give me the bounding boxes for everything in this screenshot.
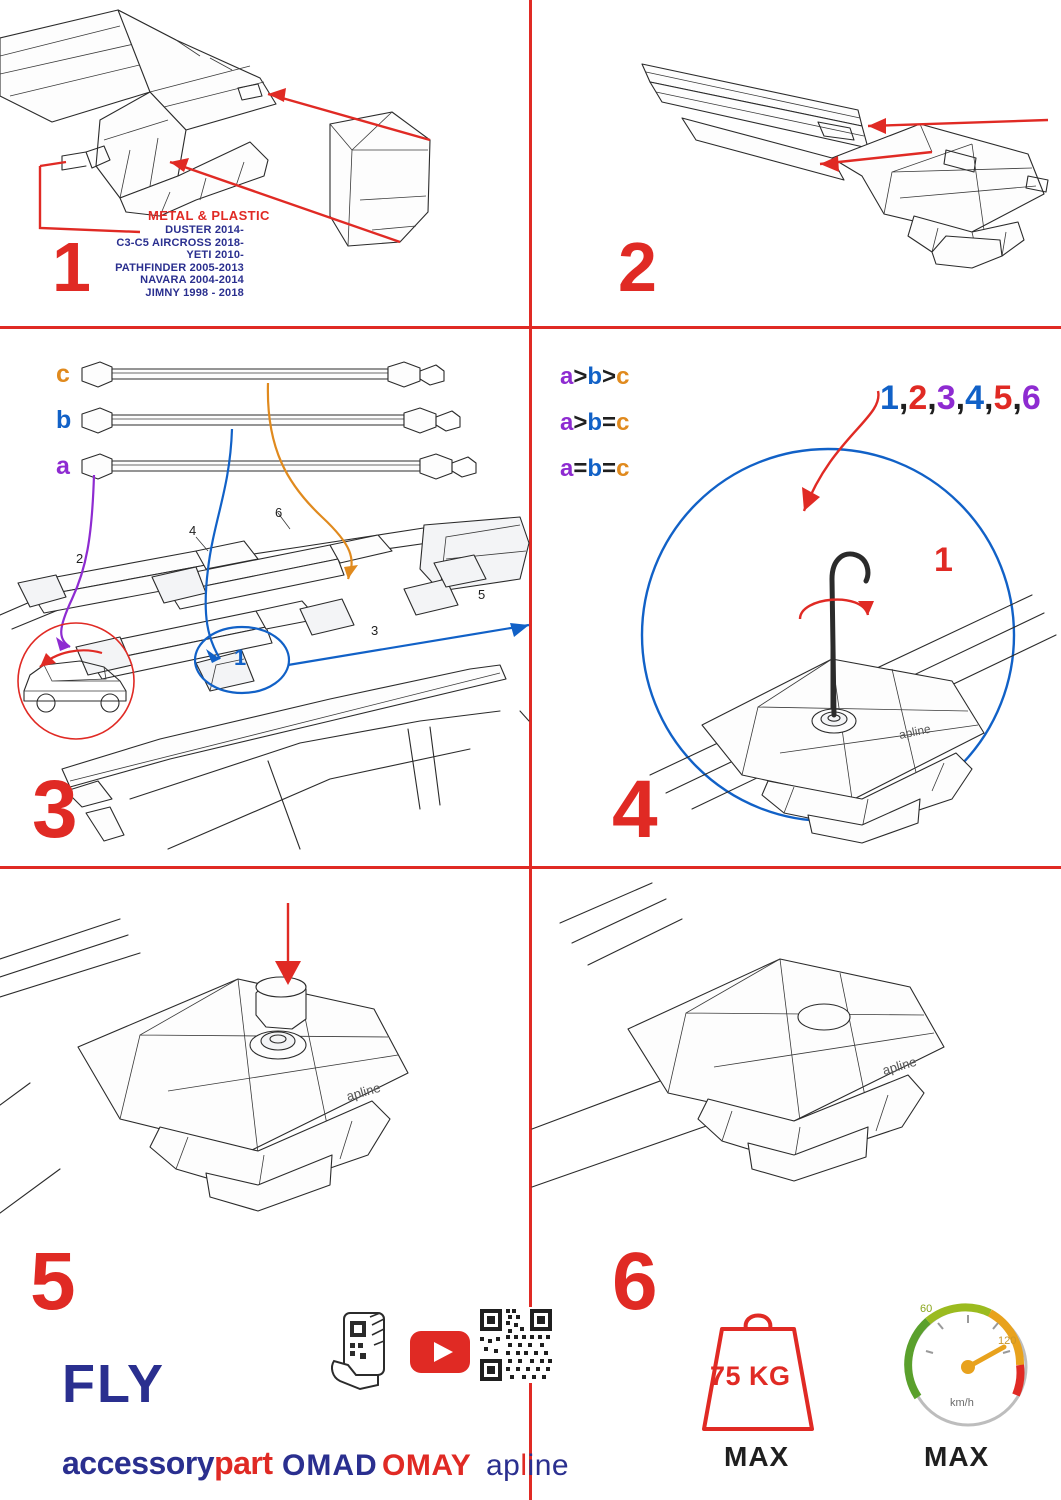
vehicle-list-item-4: NAVARA 2004-2014 (140, 274, 244, 286)
panel-step-5 (0, 869, 570, 1500)
equation-0-op2: > (602, 363, 617, 390)
step5-illustration (0, 869, 529, 1289)
step2-illustration (532, 0, 1061, 326)
vehicle-list-item-2: YETI 2010- (186, 249, 244, 261)
panel-step-6 (532, 869, 1061, 1500)
equation-0-a: a (560, 363, 574, 390)
step-number-6: 6 (612, 1236, 656, 1327)
step-number-4: 4 (612, 764, 656, 855)
sequence-item-5: 5 (993, 379, 1013, 417)
callout-4: 4 (189, 523, 197, 538)
vehicle-list-item-0: DUSTER 2014- (165, 224, 244, 236)
weight-value: 75 KG (710, 1361, 791, 1391)
sequence-item-1: 1 (880, 379, 899, 417)
speed-max-label: MAX (924, 1441, 990, 1472)
step6-illustration (532, 869, 1061, 1269)
brand-omad: OMAD (282, 1449, 378, 1482)
vehicle-list (0, 224, 244, 299)
equation-0-c: c (616, 363, 630, 390)
step3-illustration (0, 329, 529, 866)
sequence-item-4: 4 (965, 379, 985, 417)
callout-2: 2 (76, 551, 84, 566)
bar-label-c: c (56, 360, 70, 388)
gauge-tick-120: 120 (998, 1335, 1017, 1347)
step-number-3: 3 (32, 764, 76, 855)
equation-1-a: a (560, 409, 574, 436)
equation-2-c: c (616, 455, 630, 482)
equation-1-op2: = (602, 409, 617, 436)
brand-apline-l: l (520, 1449, 528, 1482)
gauge-unit: km/h (950, 1397, 974, 1409)
sequence-item-6: 6 (1021, 379, 1041, 417)
panel-step-1 (0, 0, 529, 326)
equation-2-op1: = (573, 455, 588, 482)
equation-1-op1: > (573, 409, 588, 436)
callout-5: 5 (478, 587, 486, 602)
sequence-item-2: 2 (908, 379, 928, 417)
vehicle-list-item-1: C3-C5 AIRCROSS 2018- (116, 236, 244, 249)
vehicle-list-item-5: JIMNY 1998 - 2018 (145, 286, 244, 299)
detail-callout-1: 1 (934, 541, 953, 579)
speed-gauge-icon (894, 1295, 1042, 1435)
callout-3: 3 (371, 623, 379, 638)
equation-2-op2: = (602, 455, 617, 482)
brand-accessorypart (62, 1445, 273, 1482)
weight-max-label: MAX (724, 1441, 790, 1472)
brand-fly: FLY (62, 1354, 166, 1414)
brand-apline-ine: ine (527, 1449, 570, 1482)
equation-1-c: c (616, 409, 630, 436)
brand-apline-ap: ap (486, 1449, 521, 1482)
gauge-tick-60: 60 (920, 1303, 933, 1315)
bar-label-b: b (56, 406, 72, 434)
svg-text:apline: apline (897, 721, 932, 742)
vehicle-list-item-3: PATHFINDER 2005-2013 (115, 261, 244, 274)
svg-text:apline: apline (880, 1053, 919, 1078)
brand-omay: OMAY (382, 1449, 472, 1482)
equation-1-b: b (587, 409, 603, 436)
step-number-2: 2 (618, 228, 655, 306)
panel-step-2 (532, 0, 1061, 326)
equation-0-op1: > (573, 363, 588, 390)
svg-text:apline: apline (344, 1079, 383, 1104)
metal-plastic-label: METAL & PLASTIC (148, 208, 270, 223)
panel-step-4 (532, 329, 1061, 866)
hand-phone-qr-icon (326, 1309, 402, 1395)
step-number-5: 5 (30, 1236, 74, 1327)
callout-1: 1 (234, 645, 247, 670)
equation-0-b: b (587, 363, 603, 390)
youtube-icon[interactable] (410, 1331, 470, 1373)
panel-step-3 (0, 329, 630, 866)
sequence-item-3: 3 (936, 379, 956, 417)
bar-label-a: a (56, 452, 70, 480)
brand-part: part (214, 1445, 273, 1481)
sequence-label: 1,2,3,4,5,6 (880, 379, 1041, 417)
step-number-1: 1 (52, 228, 89, 306)
brand-accessory: accessory (62, 1445, 215, 1481)
callout-6: 6 (275, 505, 283, 520)
equation-2-a: a (560, 455, 574, 482)
equation-2-b: b (587, 455, 603, 482)
